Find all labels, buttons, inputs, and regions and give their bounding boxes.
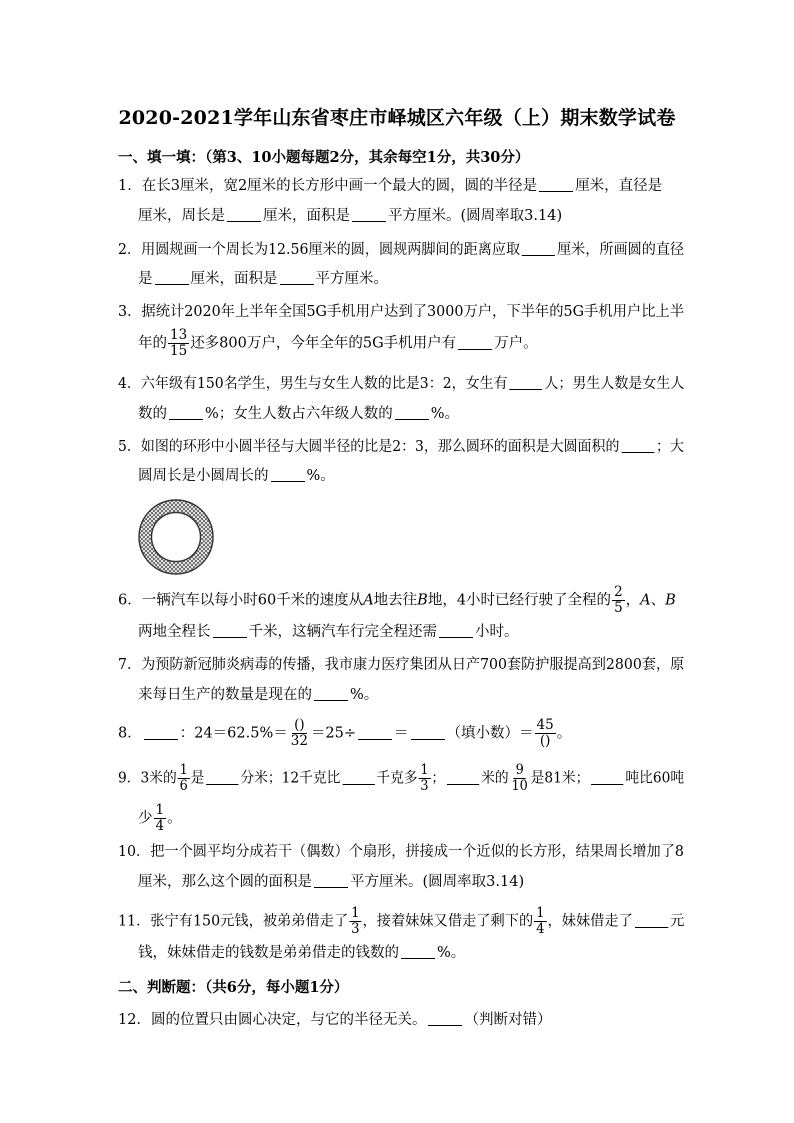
question-7-line-2: 来每日生产的数量是现在的 %。 — [138, 687, 379, 703]
inner-circle — [152, 513, 201, 562]
answer-blank[interactable] — [314, 873, 348, 888]
section-heading-true-false: 二、判断题：（共6分，每小题1分） — [118, 979, 349, 996]
answer-blank[interactable] — [206, 770, 238, 785]
answer-blank[interactable] — [213, 623, 247, 638]
answer-blank[interactable] — [522, 241, 555, 256]
question-10-number: 10． — [118, 844, 151, 860]
fraction: $\frac{1}{3}$ — [351, 905, 360, 937]
question-12-number: 12． — [118, 1012, 151, 1028]
question-1-line-1: 1．在长3厘米，宽2厘米的长方形中画一个最大的圆，圆的半径是 厘米，直径是 — [118, 178, 663, 194]
question-10-line-1: 10．把一个圆平均分成若干（偶数）个扇形，拼接成一个近似的长方形，结果周长增加了8 — [118, 844, 684, 860]
question-10-line-2: 厘米，那么这个圆的面积是 平方厘米。(圆周率取3.14) — [138, 874, 525, 890]
fraction: $\frac{45}{()}$ — [536, 717, 554, 749]
fraction: $\frac{1}{6}$ — [179, 762, 188, 794]
question-8-line-1: 8． ：24＝62.5%＝ $\frac{()}{32}$ ＝25÷ ＝ （填小数）＝ $\frac{45}{()}$ 。 — [118, 717, 572, 749]
answer-blank[interactable] — [342, 770, 374, 785]
question-4-line-1: 4．六年级有150名学生，男生与女生人数的比是3：2，女生有 人；男生人数是女生人 — [118, 376, 685, 392]
answer-blank[interactable] — [271, 467, 305, 482]
question-3-line-1: 3．据统计2020年上半年全国5G手机用户达到了3000万户，下半年的5G手机用户比上半 — [118, 304, 685, 320]
fraction: $\frac{()}{32}$ — [290, 717, 308, 749]
question-3-number: 3． — [118, 304, 142, 320]
question-9-number: 9． — [118, 770, 141, 787]
question-2-line-2: 是 厘米，面积是 平方厘米。 — [138, 271, 388, 287]
answer-blank[interactable] — [395, 405, 429, 420]
answer-blank[interactable] — [227, 207, 261, 222]
answer-blank[interactable] — [458, 335, 492, 350]
question-4-line-2: 数的 %；女生人数占六年级人数的 %。 — [138, 406, 460, 422]
question-5-line-1: 5．如图的环形中小圆半径与大圆半径的比是2：3，那么圆环的面积是大圆面积的 ；大 — [118, 439, 684, 455]
question-1-number: 1． — [118, 178, 142, 194]
fraction: $\frac{9}{10}$ — [511, 762, 528, 794]
answer-blank[interactable] — [358, 725, 392, 740]
fraction: $\frac{2}{5}$ — [614, 584, 623, 616]
question-7-number: 7． — [118, 657, 142, 673]
question-11-line-1: 11．张宁有150元钱，被弟弟借走了 $\frac{1}{3}$ ，接着妹妹又借走了剩下的 $\frac{1}{4}$ ，妹妹借走了 元 — [118, 905, 685, 937]
question-5-number: 5． — [118, 439, 141, 455]
question-4-number: 4． — [118, 376, 141, 392]
question-9-line-1: 9．3米的 $\frac{1}{6}$ 是 分米；12千克比 千克多 $\frac{1}{3}$ ； 米的 $\frac{9}{10}$ 是81米； 吨比60吨 — [118, 762, 685, 794]
question-2-number: 2． — [118, 242, 142, 258]
answer-blank[interactable] — [591, 770, 623, 785]
fraction: $\frac{1}{4}$ — [155, 802, 165, 834]
question-11-number: 11． — [118, 913, 151, 930]
answer-blank[interactable] — [539, 177, 573, 192]
answer-blank[interactable] — [144, 725, 178, 740]
question-6-line-2: 两地全程长 千米，这辆汽车行完全程还需 小时。 — [138, 624, 519, 640]
question-8-number: 8． — [118, 725, 142, 742]
question-6-number: 6． — [118, 592, 142, 609]
page-title: 2020-2021学年山东省枣庄市峄城区六年级（上）期末数学试卷 — [118, 107, 676, 129]
fraction: $\frac{13}{15}$ — [170, 327, 188, 359]
answer-blank[interactable] — [439, 623, 473, 638]
answer-blank[interactable] — [352, 207, 386, 222]
question-9-line-2: 少 $\frac{1}{4}$ 。 — [138, 802, 182, 834]
answer-blank[interactable] — [447, 770, 479, 785]
question-5-line-2: 圆周长是小圆周长的 %。 — [138, 468, 335, 484]
answer-blank[interactable] — [411, 725, 445, 740]
answer-blank[interactable] — [510, 375, 543, 390]
question-11-line-2: 钱，妹妹借走的钱数是弟弟借走的钱数的 %。 — [138, 945, 466, 961]
question-6-line-1: 6．一辆汽车以每小时60千米的速度从A地去往B地，4小时已经行驶了全程的 $\frac{2}{5}$ ，A、B — [118, 584, 676, 616]
question-3-line-2: 年的 $\frac{13}{15}$ 还多800万户，今年全年的5G手机用户有 万户。 — [138, 327, 538, 359]
annulus-figure — [136, 497, 216, 577]
answer-blank[interactable] — [428, 1011, 462, 1026]
question-1-line-2: 厘米，周长是 厘米，面积是 平方厘米。(圆周率取3.14) — [138, 208, 563, 224]
answer-blank[interactable] — [155, 270, 189, 285]
section-heading-fill-in: 一、填一填：（第3、10小题每题2分，其余每空1分，共30分） — [118, 149, 530, 166]
answer-blank[interactable] — [280, 270, 314, 285]
answer-blank[interactable] — [169, 405, 203, 420]
question-2-line-1: 2．用圆规画一个周长为12.56厘米的圆，圆规两脚间的距离应取 厘米，所画圆的直径 — [118, 242, 685, 258]
question-7-line-1: 7．为预防新冠肺炎病毒的传播，我市康力医疗集团从日产700套防护服提高到2800套，原 — [118, 657, 685, 673]
answer-blank[interactable] — [635, 913, 668, 928]
question-12-line-1: 12．圆的位置只由圆心决定，与它的半径无关。 （判断对错） — [118, 1012, 552, 1028]
answer-blank[interactable] — [401, 944, 435, 959]
fraction: $\frac{1}{3}$ — [420, 762, 429, 794]
answer-blank[interactable] — [621, 438, 654, 453]
answer-blank[interactable] — [314, 686, 348, 701]
fraction: $\frac{1}{4}$ — [536, 905, 545, 937]
